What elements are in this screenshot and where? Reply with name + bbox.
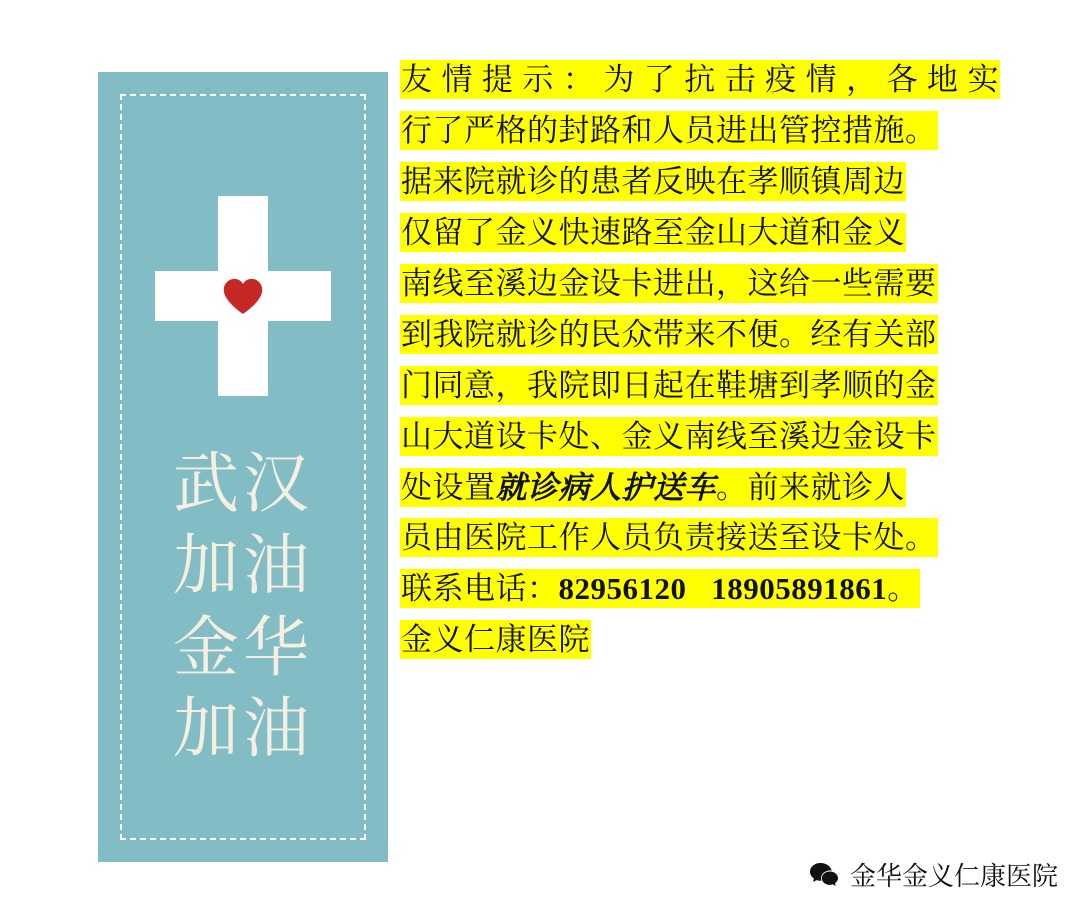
notice-line-text-8: 山大道设卡处、金义南线至溪边金设卡: [401, 418, 937, 454]
notice-line-text-5: 南线至溪边金设卡进出，这给一些需要: [401, 265, 937, 301]
notice-line-text-9-prefix: 处设置: [401, 469, 496, 505]
notice-line: [400, 262, 1000, 307]
contact-number-1[interactable]: 82956120: [558, 571, 687, 607]
heart-icon: [221, 274, 265, 318]
notice-signature: [400, 618, 1000, 663]
notice-line: [400, 364, 1000, 409]
contact-suffix: 。: [887, 571, 919, 607]
notice-line: [400, 415, 1000, 460]
notice-line: [400, 58, 1000, 103]
notice-line: [400, 516, 1000, 561]
notice-line-text-6: 到我院就诊的民众带来不便。经有关部: [401, 316, 937, 352]
wechat-account-footer[interactable]: [808, 856, 1058, 893]
slogan-banner: [98, 72, 388, 862]
banner-slogan-line-1: 武汉: [173, 448, 313, 521]
wechat-icon: [808, 859, 840, 891]
notice-line: [400, 313, 1000, 358]
notice-line-text-4: 仅留了金义快速路至金山大道和金义: [401, 214, 905, 250]
notice-line-text-1: 友情提示：为了抗击疫情，各地实: [401, 62, 999, 97]
banner-slogan: [122, 444, 364, 771]
notice-line-text-3: 据来院就诊的患者反映在孝顺镇周边: [401, 163, 905, 199]
notice-line-text-7: 门同意，我院即日起在鞋塘到孝顺的金: [401, 367, 937, 403]
notice-line: [400, 160, 1000, 205]
notice-body: [400, 58, 1000, 669]
signature-text: 金义仁康医院: [401, 622, 590, 658]
notice-line-text-2: 行了严格的封路和人员进出管控措施。: [401, 112, 937, 148]
contact-number-2[interactable]: 18905891861: [711, 571, 888, 607]
banner-dashed-border: [120, 94, 366, 840]
notice-line-text-9-suffix: 。前来就诊人: [716, 469, 905, 505]
banner-slogan-line-2: 加油: [173, 529, 313, 603]
notice-line-text-10: 员由医院工作人员负责接送至设卡处。: [401, 520, 937, 556]
notice-contact: [400, 567, 1000, 612]
notice-line: [400, 109, 1000, 154]
notice-line: [400, 211, 1000, 256]
wechat-account-name: 金华金义仁康医院: [849, 861, 1058, 891]
notice-emphasis-phrase: 就诊病人护送车: [495, 469, 716, 505]
contact-label: 联系电话：: [401, 571, 559, 607]
banner-slogan-line-4: 加油: [173, 693, 313, 767]
medical-cross-icon: [155, 196, 331, 396]
banner-slogan-line-3: 金华: [173, 611, 313, 685]
notice-line-emphasis: [400, 466, 1000, 511]
